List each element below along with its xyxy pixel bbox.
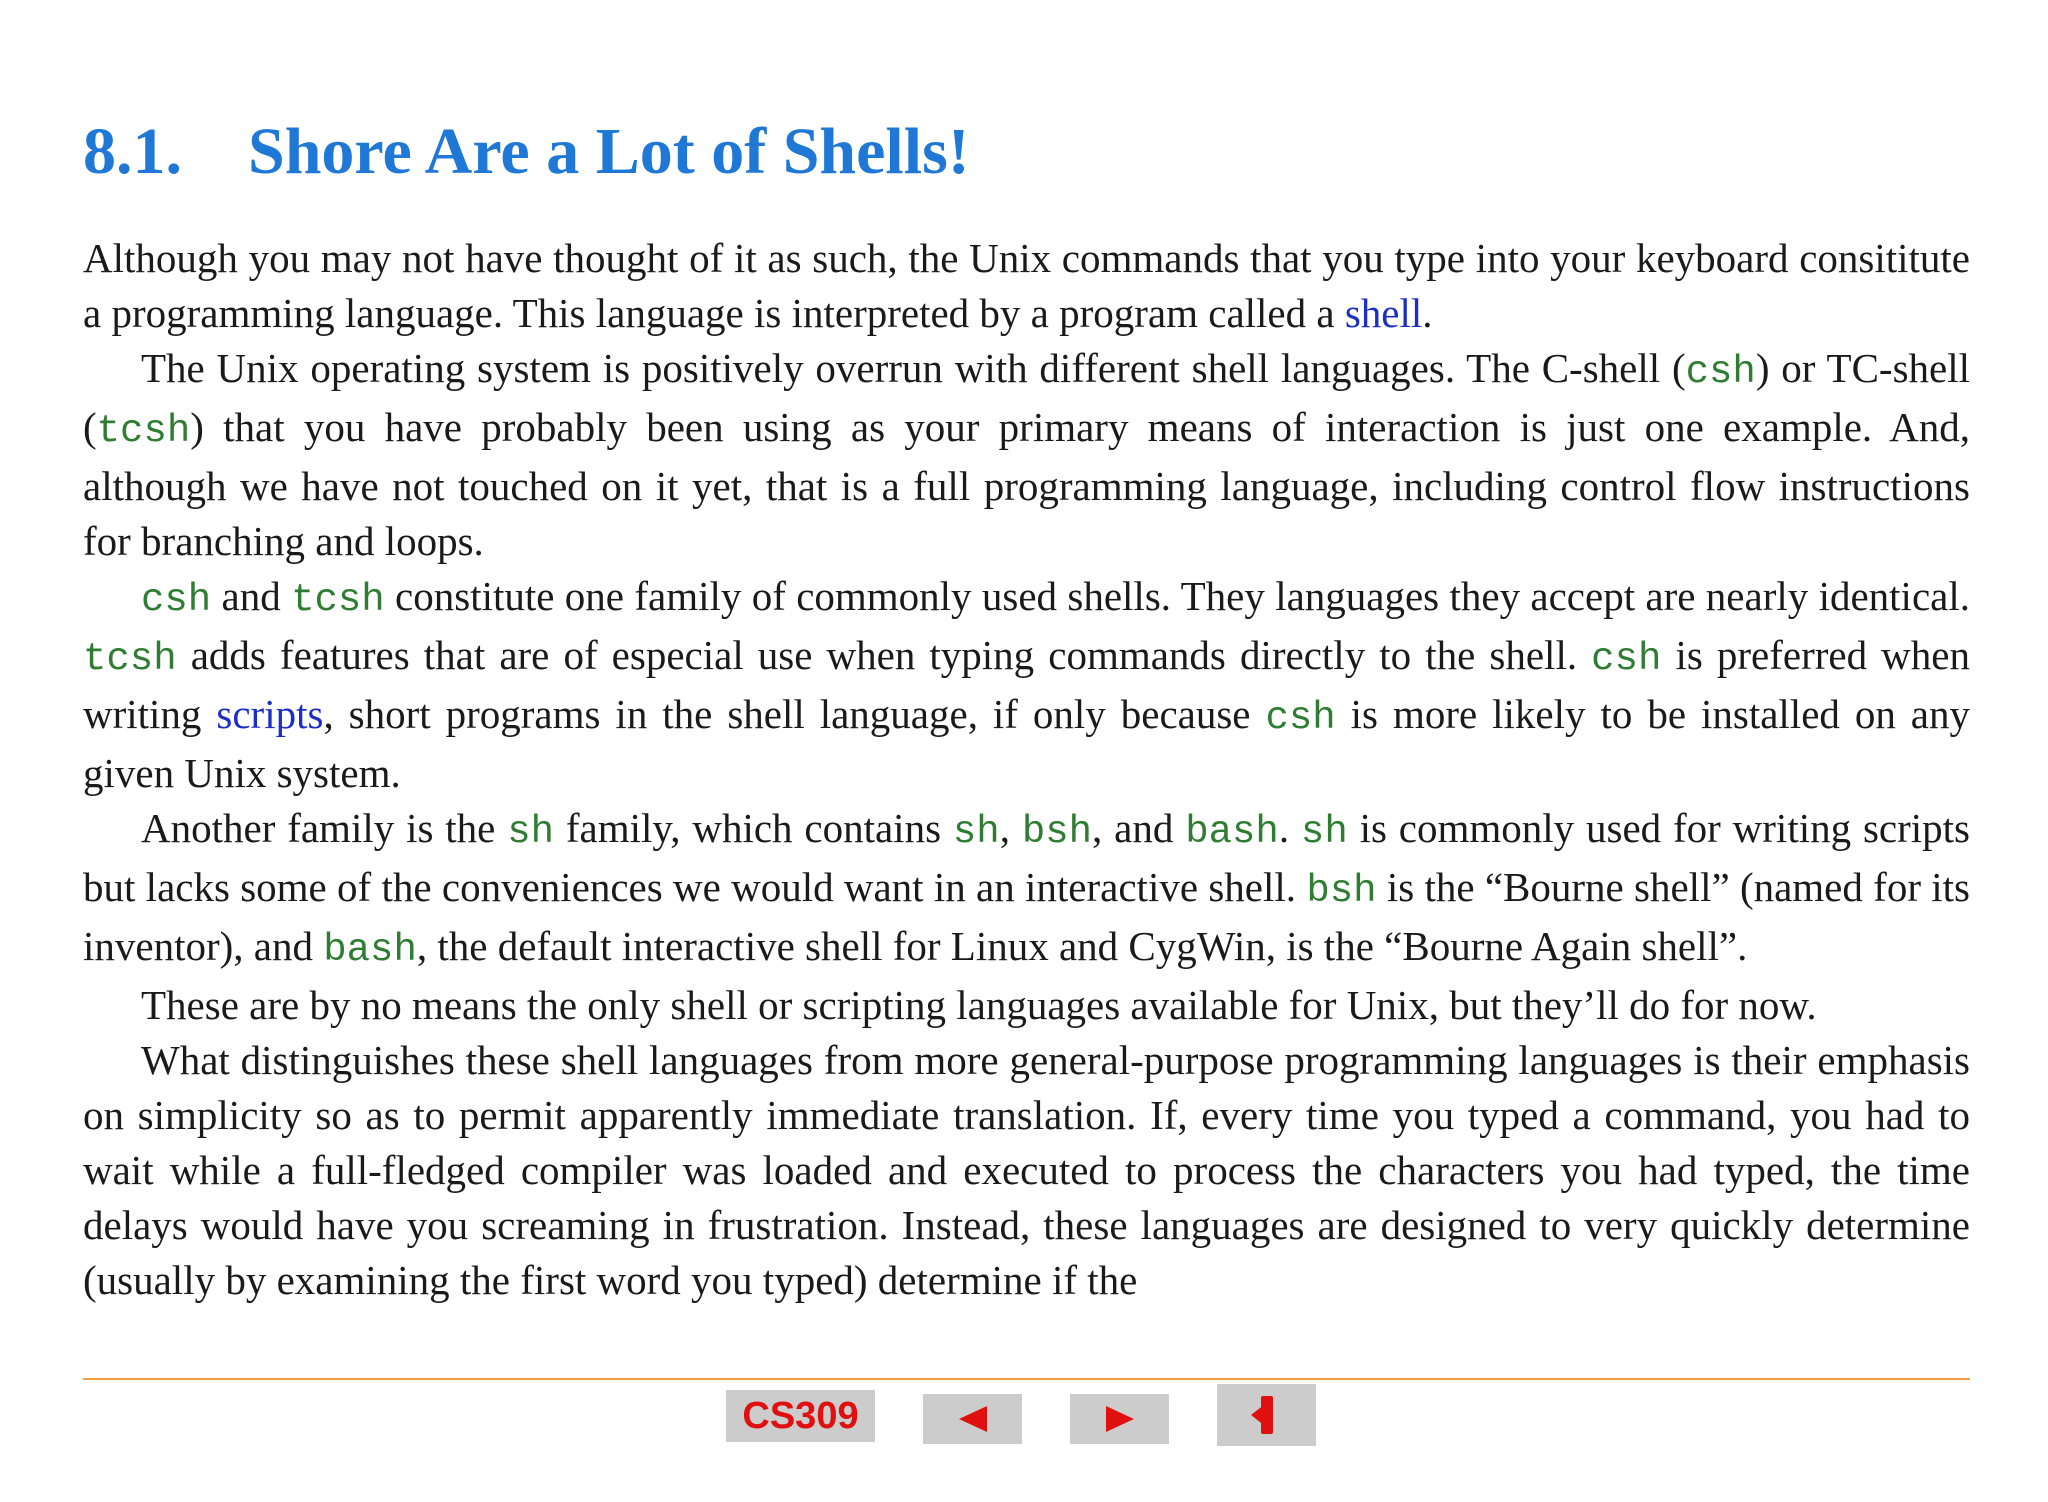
section-heading (83, 112, 970, 192)
triangle-right-icon (1106, 1406, 1134, 1432)
text-run: , the default interactive shell for Linux and CygWin, is the “Bourne Again shell”. (416, 923, 1748, 969)
text-run: is the “Bourne shell” (named for its inventor), and (83, 864, 1971, 969)
text-run: constitute one family of commonly used shells. They languages they accept are nearly identical. (384, 573, 1970, 619)
go-back-button[interactable] (1217, 1384, 1316, 1446)
text-run: . (1422, 290, 1433, 336)
course-home-button[interactable]: CS309 (726, 1390, 875, 1442)
text-run: is commonly used for writing scripts but lacks some of the conveniences we would want in an interactive shell. (83, 805, 1971, 910)
code-csh: csh (141, 578, 212, 622)
footer-divider (83, 1378, 1970, 1380)
paragraph-6 (83, 1033, 1970, 1308)
paragraph-2 (83, 341, 1970, 569)
text-run: is preferred when writing (83, 632, 1970, 737)
triangle-left-icon (959, 1406, 987, 1432)
paragraph-3 (83, 569, 1970, 801)
code-sh: sh (952, 810, 1000, 854)
text-run: and (211, 573, 292, 619)
text-run: , short programs in the shell language, if only because (323, 691, 1266, 737)
code-bash: bash (323, 928, 417, 972)
text-run: ) that you have probably been using as your primary means of interaction is just one example. And, although we have not touched on it yet, that is a full programming language, including control flow instructions for branching and loops. (83, 404, 1970, 564)
code-bsh: bsh (1021, 810, 1093, 854)
section-title: Shore Are a Lot of Shells! (248, 115, 970, 188)
code-tcsh: tcsh (83, 637, 177, 681)
text-run: Although you may not have thought of it as such, the Unix commands that you type into your keyboard consititute a programming language. This language is interpreted by a program called a (83, 235, 1970, 336)
code-bsh: bsh (1306, 869, 1377, 913)
paragraph-4 (83, 801, 1970, 978)
code-csh: csh (1265, 696, 1336, 740)
text-run: . (1278, 805, 1301, 851)
code-sh: sh (1300, 810, 1348, 854)
paragraph-1 (83, 231, 1970, 341)
text-run: family, which contains (554, 805, 953, 851)
text-run: adds features that are of especial use when typing commands directly to the shell. (176, 632, 1592, 678)
text-run: , and (1092, 805, 1186, 851)
text-run: is more likely to be installed on any given Unix system. (83, 691, 1971, 796)
text-run: What distinguishes these shell languages from more general-purpose programming languages is their emphasis on simplicity so as to permit apparently immediate translation. If, every time you typed a command, you had to wait while a full-fledged compiler was loaded and executed to process the characters you had typed, the time delays would have you screaming in frustration. Instead, these languages are designed to very quickly determine (usually by examining the first word you typed) determine if the (83, 1037, 1970, 1303)
back-arrow-icon (1257, 1396, 1277, 1434)
text-run: These are by no means the only shell or scripting languages available for Unix, but they’ll do for now. (141, 982, 1817, 1028)
text-run: ) or TC-shell ( (83, 345, 1970, 450)
slide-page (83, 0, 1970, 1502)
text-run: , (999, 805, 1022, 851)
section-number: 8.1. (83, 115, 182, 188)
code-tcsh: tcsh (96, 409, 191, 453)
next-page-button[interactable] (1070, 1394, 1169, 1444)
text-run: The Unix operating system is positively overrun with different shell languages. The C-shell ( (141, 345, 1686, 391)
text-run: Another family is the (141, 805, 508, 851)
previous-page-button[interactable] (923, 1394, 1022, 1444)
link-scripts[interactable]: scripts (216, 691, 324, 737)
code-bash: bash (1185, 810, 1279, 854)
link-shell[interactable]: shell (1344, 290, 1423, 336)
code-csh: csh (1591, 637, 1662, 681)
code-tcsh: tcsh (291, 578, 385, 622)
code-csh: csh (1685, 350, 1756, 394)
paragraph-5 (83, 978, 1970, 1033)
code-sh: sh (507, 810, 555, 854)
body-text (83, 231, 1970, 1308)
